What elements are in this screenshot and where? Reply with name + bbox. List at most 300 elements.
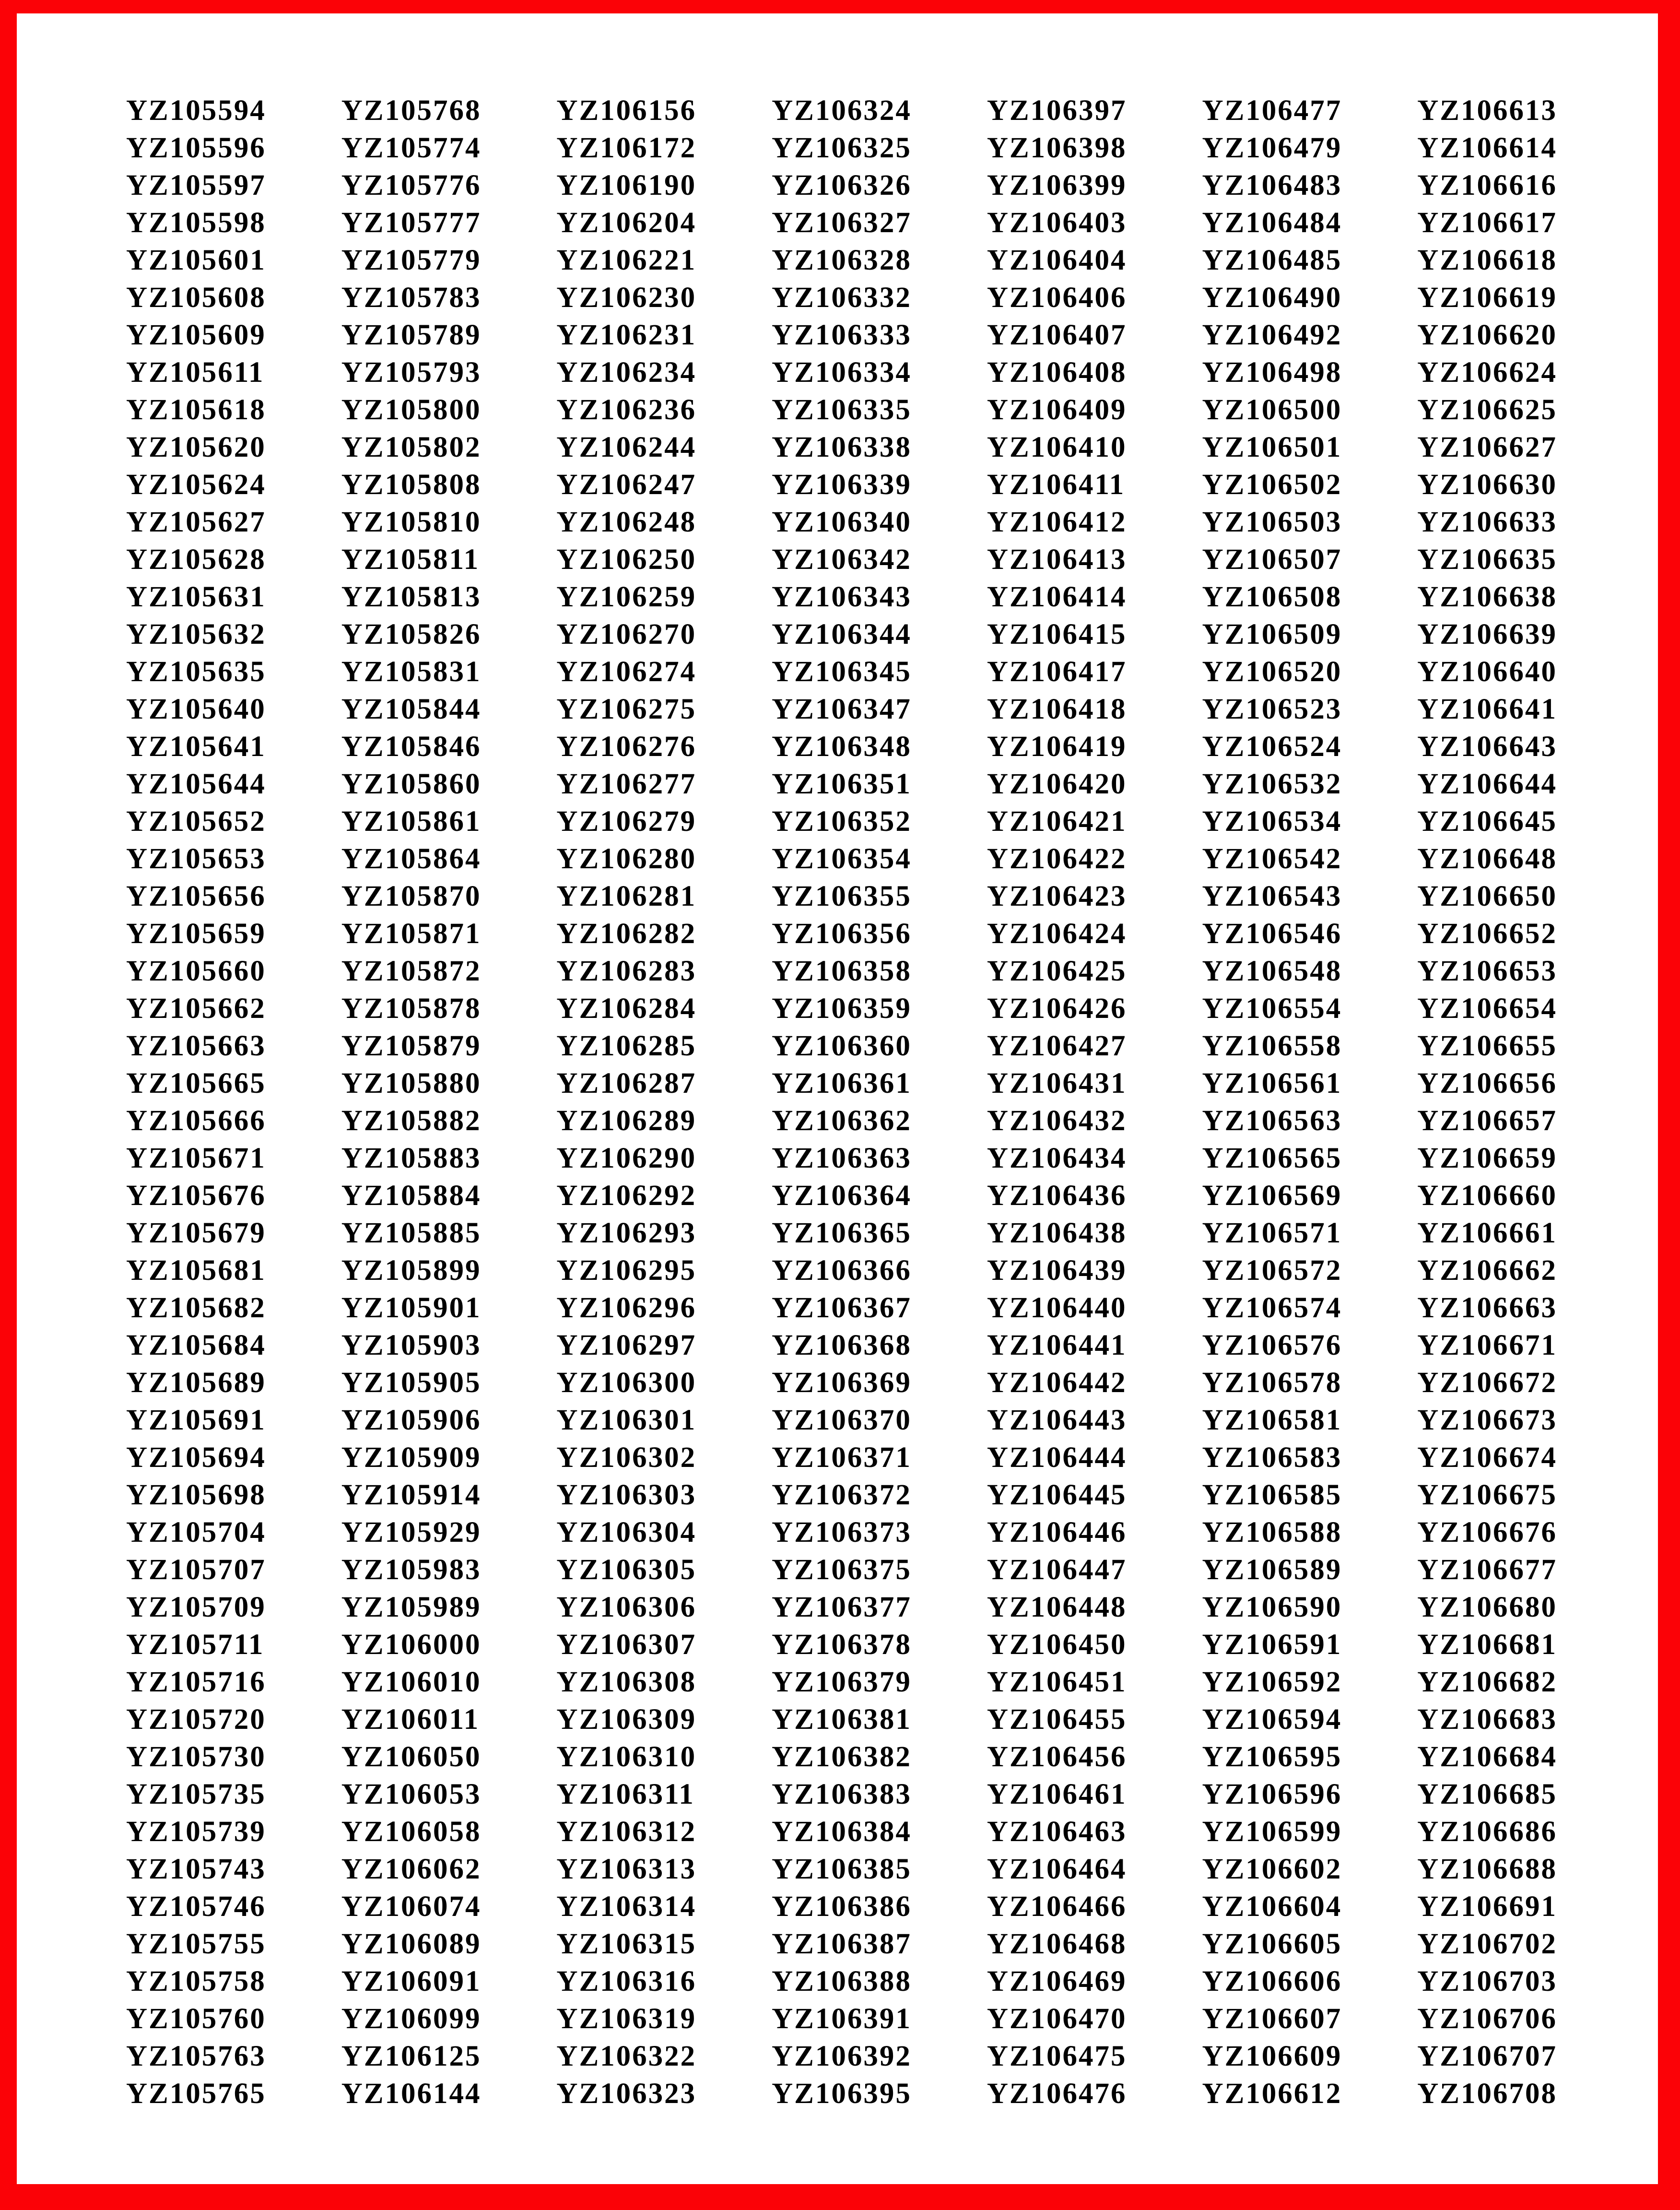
serial-number: YZ106364	[772, 1180, 912, 1212]
serial-number: YZ105929	[341, 1516, 482, 1548]
serial-number: YZ105810	[341, 506, 482, 538]
serial-number: YZ106443	[987, 1404, 1127, 1436]
serial-number: YZ106407	[987, 319, 1127, 351]
serial-number: YZ106275	[556, 693, 697, 725]
serial-number: YZ106431	[987, 1067, 1127, 1099]
serial-number: YZ106589	[1202, 1554, 1342, 1586]
serial-number: YZ106645	[1417, 805, 1557, 838]
serial-number: YZ106561	[1202, 1067, 1342, 1099]
serial-number: YZ105903	[341, 1329, 482, 1361]
serial-number: YZ106652	[1417, 918, 1557, 950]
serial-number: YZ106295	[556, 1254, 697, 1287]
serial-number: YZ105755	[126, 1928, 266, 1960]
serial-number: YZ106310	[556, 1741, 697, 1773]
serial-number: YZ105802	[341, 431, 482, 463]
serial-number: YZ106282	[556, 918, 697, 950]
serial-number: YZ106640	[1417, 656, 1557, 688]
serial-number: YZ106426	[987, 993, 1127, 1025]
serial-number: YZ106617	[1417, 207, 1557, 239]
serial-number: YZ106293	[556, 1217, 697, 1249]
serial-number: YZ106503	[1202, 506, 1342, 538]
serial-number: YZ105983	[341, 1554, 482, 1586]
serial-number: YZ106404	[987, 244, 1127, 276]
serial-number: YZ105860	[341, 768, 482, 800]
serial-number: YZ105861	[341, 805, 482, 838]
serial-number: YZ106309	[556, 1703, 697, 1736]
serial-number: YZ106436	[987, 1180, 1127, 1212]
serial-number: YZ106418	[987, 693, 1127, 725]
serial-number: YZ106399	[987, 169, 1127, 201]
serial-number: YZ106638	[1417, 581, 1557, 613]
serial-number: YZ106609	[1202, 2040, 1342, 2072]
serial-column	[556, 92, 696, 2113]
serial-number: YZ106391	[772, 2003, 912, 2035]
serial-number: YZ106408	[987, 356, 1127, 389]
serial-number: YZ105707	[126, 1554, 266, 1586]
serial-number: YZ105789	[341, 319, 482, 351]
serial-number: YZ106599	[1202, 1816, 1342, 1848]
serial-number: YZ106483	[1202, 169, 1342, 201]
serial-number: YZ106387	[772, 1928, 912, 1960]
serial-number: YZ106250	[556, 544, 697, 576]
serial-number: YZ106675	[1417, 1479, 1557, 1511]
serial-column	[987, 92, 1127, 2113]
serial-number: YZ106523	[1202, 693, 1342, 725]
serial-number: YZ106230	[556, 282, 697, 314]
serial-number: YZ106326	[772, 169, 912, 201]
serial-number: YZ106307	[556, 1629, 697, 1661]
serial-number: YZ106463	[987, 1816, 1127, 1848]
serial-number: YZ105631	[126, 581, 266, 613]
serial-number: YZ105682	[126, 1292, 266, 1324]
serial-number: YZ106420	[987, 768, 1127, 800]
serial-number: YZ106011	[341, 1703, 480, 1736]
serial-number: YZ106683	[1417, 1703, 1557, 1736]
serial-number: YZ106661	[1417, 1217, 1557, 1249]
serial-number: YZ105665	[126, 1067, 266, 1099]
serial-number: YZ106325	[772, 132, 912, 164]
serial-number: YZ105628	[126, 544, 266, 576]
serial-number: YZ106572	[1202, 1254, 1342, 1287]
serial-number: YZ106270	[556, 618, 697, 650]
serial-number: YZ106663	[1417, 1292, 1557, 1324]
serial-number: YZ106348	[772, 731, 912, 763]
serial-number: YZ105659	[126, 918, 266, 950]
serial-number: YZ105627	[126, 506, 266, 538]
serial-number: YZ106308	[556, 1666, 697, 1698]
serial-number: YZ105598	[126, 207, 266, 239]
serial-number: YZ106607	[1202, 2003, 1342, 2035]
serial-number: YZ106520	[1202, 656, 1342, 688]
serial-number: YZ106062	[341, 1853, 482, 1885]
serial-number: YZ106368	[772, 1329, 912, 1361]
serial-number: YZ106546	[1202, 918, 1342, 950]
serial-column	[1202, 92, 1342, 2113]
serial-number: YZ106327	[772, 207, 912, 239]
serial-number: YZ106445	[987, 1479, 1127, 1511]
serial-number: YZ105652	[126, 805, 266, 838]
serial-number: YZ106314	[556, 1891, 697, 1923]
serial-number: YZ106643	[1417, 731, 1557, 763]
serial-number: YZ105774	[341, 132, 482, 164]
serial-number: YZ105878	[341, 993, 482, 1025]
serial-number: YZ106058	[341, 1816, 482, 1848]
serial-number: YZ106461	[987, 1778, 1127, 1810]
serial-number: YZ106594	[1202, 1703, 1342, 1736]
serial-number: YZ106371	[772, 1442, 912, 1474]
serial-number: YZ105779	[341, 244, 482, 276]
serial-number: YZ106434	[987, 1142, 1127, 1174]
serial-number: YZ106502	[1202, 469, 1342, 501]
serial-number: YZ106304	[556, 1516, 697, 1548]
serial-column	[126, 92, 266, 2113]
serial-number: YZ105808	[341, 469, 482, 501]
serial-number: YZ105776	[341, 169, 482, 201]
serial-number: YZ106204	[556, 207, 697, 239]
serial-number: YZ106624	[1417, 356, 1557, 389]
serial-number: YZ106356	[772, 918, 912, 950]
serial-number: YZ106319	[556, 2003, 697, 2035]
serial-number: YZ106367	[772, 1292, 912, 1324]
serial-number: YZ106383	[772, 1778, 912, 1810]
serial-number: YZ106558	[1202, 1030, 1342, 1062]
serial-number: YZ106333	[772, 319, 912, 351]
serial-number: YZ105783	[341, 282, 482, 314]
serial-number: YZ106156	[556, 95, 697, 127]
serial-number: YZ106425	[987, 955, 1127, 987]
serial-number: YZ105698	[126, 1479, 266, 1511]
serial-number: YZ106444	[987, 1442, 1127, 1474]
serial-number: YZ105618	[126, 394, 266, 426]
serial-column	[772, 92, 912, 2113]
serial-number: YZ105709	[126, 1591, 266, 1623]
serial-number: YZ105676	[126, 1180, 266, 1212]
serial-number: YZ105716	[126, 1666, 266, 1698]
serial-number: YZ106296	[556, 1292, 697, 1324]
serial-number: YZ106190	[556, 169, 697, 201]
serial-number: YZ106362	[772, 1105, 912, 1137]
serial-number: YZ106277	[556, 768, 697, 800]
serial-number: YZ106422	[987, 843, 1127, 875]
serial-number: YZ106360	[772, 1030, 912, 1062]
serial-number: YZ106370	[772, 1404, 912, 1436]
serial-number: YZ105864	[341, 843, 482, 875]
serial-number: YZ106592	[1202, 1666, 1342, 1698]
serial-number: YZ106671	[1417, 1329, 1557, 1361]
serial-number: YZ106606	[1202, 1965, 1342, 1997]
serial-number: YZ106347	[772, 693, 912, 725]
serial-number: YZ105906	[341, 1404, 482, 1436]
serial-number: YZ105624	[126, 469, 266, 501]
serial-number: YZ106548	[1202, 955, 1342, 987]
serial-number: YZ106303	[556, 1479, 697, 1511]
serial-number: YZ106413	[987, 544, 1127, 576]
serial-number: YZ106507	[1202, 544, 1342, 576]
serial-number: YZ106595	[1202, 1741, 1342, 1773]
serial-number: YZ106438	[987, 1217, 1127, 1249]
serial-number: YZ106338	[772, 431, 912, 463]
serial-number: YZ106412	[987, 506, 1127, 538]
serial-number: YZ105739	[126, 1816, 266, 1848]
serial-number: YZ106464	[987, 1853, 1127, 1885]
serial-number: YZ106485	[1202, 244, 1342, 276]
serial-number: YZ106655	[1417, 1030, 1557, 1062]
serial-number: YZ106612	[1202, 2078, 1342, 2110]
serial-number: YZ106532	[1202, 768, 1342, 800]
serial-number: YZ106581	[1202, 1404, 1342, 1436]
serial-number: YZ106450	[987, 1629, 1127, 1661]
serial-number: YZ106543	[1202, 880, 1342, 912]
serial-number: YZ106300	[556, 1367, 697, 1399]
serial-number: YZ106244	[556, 431, 697, 463]
serial-number: YZ106354	[772, 843, 912, 875]
serial-number: YZ105681	[126, 1254, 266, 1287]
serial-number: YZ106500	[1202, 394, 1342, 426]
serial-number: YZ106398	[987, 132, 1127, 164]
serial-number: YZ105883	[341, 1142, 482, 1174]
serial-number: YZ105758	[126, 1965, 266, 1997]
serial-number: YZ105594	[126, 95, 266, 127]
serial-number: YZ106050	[341, 1741, 482, 1773]
serial-number: YZ105635	[126, 656, 266, 688]
serial-number: YZ105689	[126, 1367, 266, 1399]
serial-number: YZ105879	[341, 1030, 482, 1062]
serial-number: YZ106328	[772, 244, 912, 276]
serial-number: YZ106351	[772, 768, 912, 800]
serial-number: YZ105641	[126, 731, 266, 763]
serial-number: YZ106417	[987, 656, 1127, 688]
serial-number: YZ105691	[126, 1404, 266, 1436]
serial-number: YZ106231	[556, 319, 697, 351]
serial-number: YZ106221	[556, 244, 697, 276]
serial-number: YZ106125	[341, 2040, 482, 2072]
serial-number: YZ106554	[1202, 993, 1342, 1025]
serial-number: YZ105601	[126, 244, 266, 276]
serial-number: YZ105777	[341, 207, 482, 239]
serial-number: YZ106287	[556, 1067, 697, 1099]
serial-number: YZ106672	[1417, 1367, 1557, 1399]
serial-number: YZ106508	[1202, 581, 1342, 613]
serial-number: YZ105872	[341, 955, 482, 987]
serial-number: YZ105743	[126, 1853, 266, 1885]
serial-number: YZ106657	[1417, 1105, 1557, 1137]
serial-number: YZ105880	[341, 1067, 482, 1099]
serial-number: YZ106703	[1417, 1965, 1557, 1997]
serial-number: YZ106406	[987, 282, 1127, 314]
serial-number: YZ105765	[126, 2078, 266, 2110]
serial-number: YZ106501	[1202, 431, 1342, 463]
serial-number: YZ106591	[1202, 1629, 1342, 1661]
serial-number: YZ105870	[341, 880, 482, 912]
serial-number: YZ106673	[1417, 1404, 1557, 1436]
serial-number: YZ106605	[1202, 1928, 1342, 1960]
serial-number: YZ105882	[341, 1105, 482, 1137]
serial-number: YZ106359	[772, 993, 912, 1025]
serial-number: YZ106681	[1417, 1629, 1557, 1661]
serial-number: YZ106382	[772, 1741, 912, 1773]
serial-number: YZ105694	[126, 1442, 266, 1474]
serial-number: YZ105711	[126, 1629, 265, 1661]
serial-number: YZ106379	[772, 1666, 912, 1698]
serial-number: YZ106650	[1417, 880, 1557, 912]
serial-number: YZ106677	[1417, 1554, 1557, 1586]
serial-number: YZ106618	[1417, 244, 1557, 276]
serial-number: YZ106484	[1202, 207, 1342, 239]
serial-number: YZ106344	[772, 618, 912, 650]
serial-number: YZ105901	[341, 1292, 482, 1324]
serial-number: YZ106322	[556, 2040, 697, 2072]
serial-number: YZ106509	[1202, 618, 1342, 650]
serial-number: YZ106648	[1417, 843, 1557, 875]
serial-number: YZ106384	[772, 1816, 912, 1848]
serial-number: YZ106385	[772, 1853, 912, 1885]
serial-number: YZ106339	[772, 469, 912, 501]
serial-number: YZ106686	[1417, 1816, 1557, 1848]
serial-number: YZ106290	[556, 1142, 697, 1174]
serial-number: YZ105620	[126, 431, 266, 463]
serial-number: YZ105735	[126, 1778, 266, 1810]
serial-number: YZ106053	[341, 1778, 482, 1810]
serial-number: YZ106479	[1202, 132, 1342, 164]
serial-number: YZ105632	[126, 618, 266, 650]
serial-number: YZ106659	[1417, 1142, 1557, 1174]
serial-number: YZ106466	[987, 1891, 1127, 1923]
serial-number: YZ106583	[1202, 1442, 1342, 1474]
serial-number: YZ105899	[341, 1254, 482, 1287]
serial-number: YZ106342	[772, 544, 912, 576]
serial-number: YZ106144	[341, 2078, 482, 2110]
serial-number: YZ106421	[987, 805, 1127, 838]
serial-number: YZ105885	[341, 1217, 482, 1249]
serial-number: YZ106343	[772, 581, 912, 613]
serial-number: YZ106662	[1417, 1254, 1557, 1287]
serial-number: YZ106477	[1202, 95, 1342, 127]
serial-number: YZ106639	[1417, 618, 1557, 650]
serial-number: YZ106447	[987, 1554, 1127, 1586]
serial-number: YZ106099	[341, 2003, 482, 2035]
serial-number: YZ106476	[987, 2078, 1127, 2110]
serial-number: YZ105596	[126, 132, 266, 164]
serial-column	[341, 92, 482, 2113]
serial-number: YZ106590	[1202, 1591, 1342, 1623]
serial-number: YZ106315	[556, 1928, 697, 1960]
serial-number: YZ105768	[341, 95, 482, 127]
serial-number: YZ106334	[772, 356, 912, 389]
serial-number: YZ106332	[772, 282, 912, 314]
serial-number: YZ106654	[1417, 993, 1557, 1025]
serial-number: YZ106324	[772, 95, 912, 127]
serial-number: YZ106707	[1417, 2040, 1557, 2072]
serial-number: YZ106578	[1202, 1367, 1342, 1399]
serial-number: YZ105653	[126, 843, 266, 875]
serial-number: YZ106403	[987, 207, 1127, 239]
serial-number: YZ106410	[987, 431, 1127, 463]
serial-number: YZ106630	[1417, 469, 1557, 501]
serial-number: YZ106284	[556, 993, 697, 1025]
serial-column	[1417, 92, 1557, 2113]
serial-number: YZ106409	[987, 394, 1127, 426]
serial-number: YZ105611	[126, 356, 265, 389]
serial-number: YZ105800	[341, 394, 482, 426]
serial-number: YZ105760	[126, 2003, 266, 2035]
serial-number: YZ105609	[126, 319, 266, 351]
serial-number: YZ105811	[341, 544, 480, 576]
serial-number: YZ106498	[1202, 356, 1342, 389]
serial-number: YZ106312	[556, 1816, 697, 1848]
serial-number: YZ106456	[987, 1741, 1127, 1773]
serial-number: YZ106563	[1202, 1105, 1342, 1137]
serial-number: YZ106534	[1202, 805, 1342, 838]
serial-number: YZ106365	[772, 1217, 912, 1249]
serial-number: YZ106708	[1417, 2078, 1557, 2110]
serial-number: YZ106440	[987, 1292, 1127, 1324]
serial-number: YZ106468	[987, 1928, 1127, 1960]
serial-number: YZ105720	[126, 1703, 266, 1736]
serial-number: YZ106366	[772, 1254, 912, 1287]
serial-number: YZ105909	[341, 1442, 482, 1474]
serial-number: YZ106301	[556, 1404, 697, 1436]
serial-number: YZ106633	[1417, 506, 1557, 538]
serial-number: YZ106285	[556, 1030, 697, 1062]
serial-number-grid	[126, 92, 1557, 2113]
serial-number: YZ106469	[987, 1965, 1127, 1997]
serial-number: YZ106279	[556, 805, 697, 838]
serial-number: YZ106620	[1417, 319, 1557, 351]
serial-number: YZ105746	[126, 1891, 266, 1923]
serial-number: YZ105671	[126, 1142, 266, 1174]
serial-number: YZ105679	[126, 1217, 266, 1249]
serial-number: YZ106358	[772, 955, 912, 987]
serial-number: YZ106388	[772, 1965, 912, 1997]
serial-number: YZ106369	[772, 1367, 912, 1399]
serial-number: YZ106414	[987, 581, 1127, 613]
serial-number: YZ106335	[772, 394, 912, 426]
serial-number: YZ106656	[1417, 1067, 1557, 1099]
serial-number: YZ106292	[556, 1180, 697, 1212]
serial-number: YZ106373	[772, 1516, 912, 1548]
serial-number: YZ106682	[1417, 1666, 1557, 1698]
serial-number: YZ105660	[126, 955, 266, 987]
serial-number: YZ106680	[1417, 1591, 1557, 1623]
serial-number: YZ106415	[987, 618, 1127, 650]
serial-number: YZ105914	[341, 1479, 482, 1511]
serial-number: YZ106565	[1202, 1142, 1342, 1174]
serial-number: YZ106569	[1202, 1180, 1342, 1212]
serial-number: YZ106395	[772, 2078, 912, 2110]
serial-number: YZ106441	[987, 1329, 1127, 1361]
serial-number: YZ106274	[556, 656, 697, 688]
serial-number: YZ105684	[126, 1329, 266, 1361]
serial-number: YZ106524	[1202, 731, 1342, 763]
serial-number: YZ106625	[1417, 394, 1557, 426]
serial-number: YZ106616	[1417, 169, 1557, 201]
serial-number: YZ106475	[987, 2040, 1127, 2072]
serial-number: YZ106372	[772, 1479, 912, 1511]
serial-number: YZ106492	[1202, 319, 1342, 351]
serial-number: YZ106627	[1417, 431, 1557, 463]
serial-number: YZ106000	[341, 1629, 482, 1661]
serial-number: YZ106442	[987, 1367, 1127, 1399]
serial-number: YZ106305	[556, 1554, 697, 1586]
serial-number: YZ106340	[772, 506, 912, 538]
serial-number: YZ106010	[341, 1666, 482, 1698]
serial-number: YZ106455	[987, 1703, 1127, 1736]
serial-number: YZ106446	[987, 1516, 1127, 1548]
serial-number: YZ106392	[772, 2040, 912, 2072]
serial-number: YZ106427	[987, 1030, 1127, 1062]
serial-number: YZ106281	[556, 880, 697, 912]
serial-number: YZ106316	[556, 1965, 697, 1997]
